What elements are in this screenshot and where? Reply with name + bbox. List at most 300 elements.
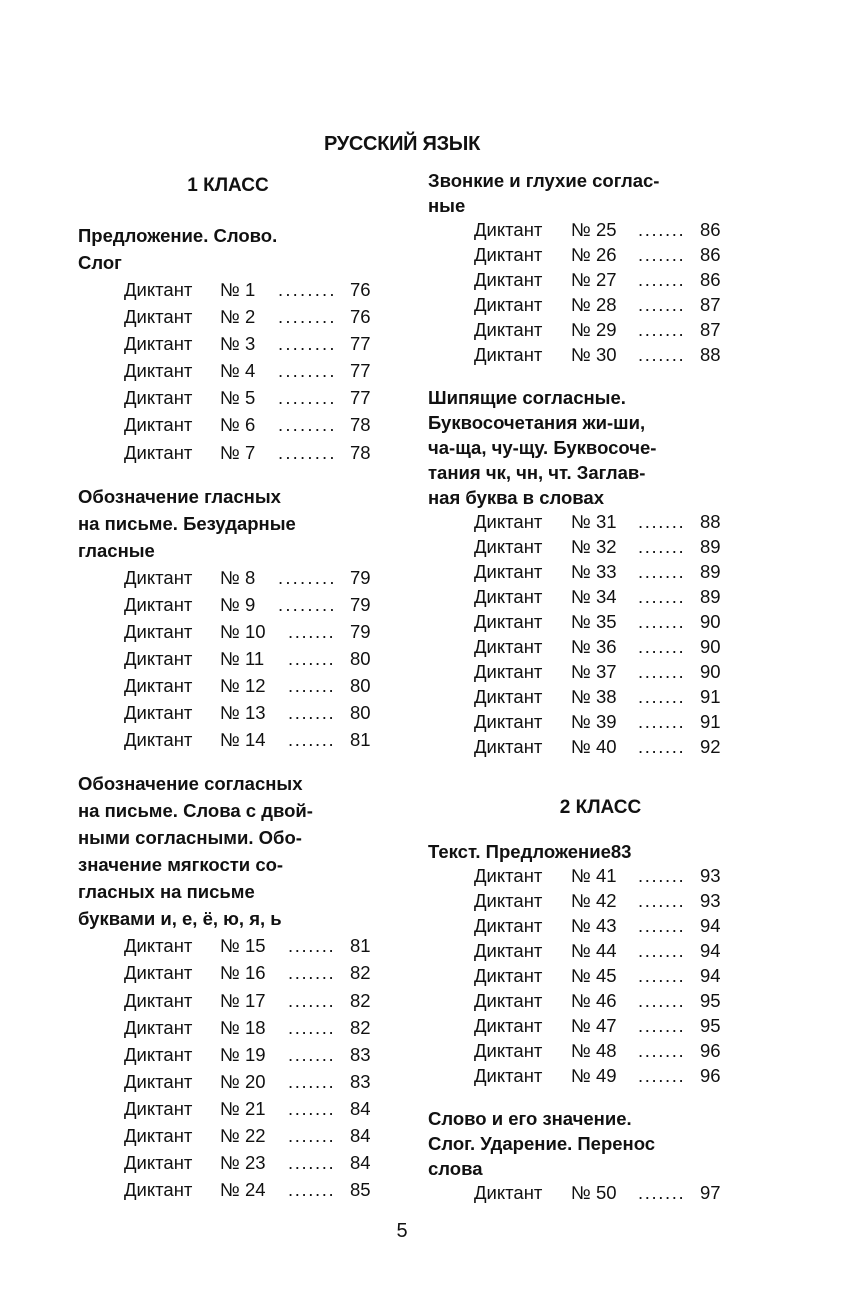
left-column [78, 172, 398, 1203]
toc-entry[interactable] [428, 585, 748, 610]
toc-entry[interactable] [78, 987, 398, 1014]
entry-number: № 16 [220, 962, 266, 984]
entry-word: Диктант [474, 294, 543, 315]
toc-entry[interactable] [78, 303, 398, 330]
entry-leader-dots: ....... [638, 244, 686, 265]
entry-leader-dots: ........ [278, 360, 337, 382]
entry-number: № 50 [571, 1182, 617, 1203]
entry-word: Диктант [124, 441, 193, 463]
entry-page: 94 [700, 965, 721, 986]
entry-leader-dots: ....... [638, 586, 686, 607]
entry-leader-dots: ....... [638, 344, 686, 365]
section-title [78, 222, 378, 276]
entry-leader-dots: ....... [638, 511, 686, 532]
page-title: РУССКИЙ ЯЗЫК [323, 133, 480, 155]
entry-page: 87 [700, 319, 721, 340]
entry-number: № 21 [220, 1097, 266, 1119]
toc-entry[interactable] [428, 560, 748, 585]
toc-entry[interactable] [428, 660, 748, 685]
entry-leader-dots: ....... [638, 736, 686, 757]
entry-word: Диктант [124, 1043, 193, 1065]
entry-number: № 12 [220, 675, 266, 697]
entry-word: Диктант [124, 1152, 193, 1174]
entry-word: Диктант [474, 269, 543, 290]
entry-number: № 42 [571, 890, 617, 911]
entry-number: № 39 [571, 711, 617, 732]
entry-number: № 27 [571, 269, 617, 290]
toc-entry[interactable] [78, 959, 398, 986]
entry-leader-dots: ....... [638, 1182, 686, 1203]
toc-entry[interactable] [78, 357, 398, 384]
entry-word: Диктант [124, 1016, 193, 1038]
entry-number: № 17 [220, 989, 266, 1011]
section-title-line: ная буква в словах [428, 487, 605, 508]
entry-number: № 19 [220, 1043, 266, 1065]
entry-page: 82 [350, 1016, 371, 1038]
toc-entry[interactable] [428, 735, 748, 760]
entry-page: 84 [350, 1124, 371, 1146]
toc-entry[interactable] [428, 1014, 748, 1039]
toc-entry[interactable] [78, 1041, 398, 1068]
entry-word: Диктант [474, 561, 543, 582]
entry-word: Диктант [474, 940, 543, 961]
toc-entry[interactable] [78, 564, 398, 591]
entry-page: 77 [350, 333, 371, 355]
entry-number: № 38 [571, 686, 617, 707]
entry-word: Диктант [124, 935, 193, 957]
entry-word: Диктант [474, 686, 543, 707]
entry-word: Диктант [124, 729, 193, 751]
entry-number: № 15 [220, 935, 266, 957]
entry-word: Диктант [474, 711, 543, 732]
entry-leader-dots: ........ [278, 593, 337, 615]
entry-page: 83 [350, 1043, 371, 1065]
entry-list [78, 932, 398, 1203]
entry-word: Диктант [474, 636, 543, 657]
entry-number: № 36 [571, 636, 617, 657]
entry-word: Диктант [124, 1070, 193, 1092]
section-title-line: тания чк, чн, чт. Заглав- [428, 462, 646, 483]
entry-word: Диктант [474, 890, 543, 911]
section-title [78, 483, 378, 564]
entry-page: 76 [350, 279, 371, 300]
section-title-line: Обозначение согласных [78, 773, 303, 795]
entry-leader-dots: ....... [288, 935, 336, 957]
entry-leader-dots: ....... [638, 269, 686, 290]
toc-entry[interactable] [428, 268, 748, 293]
entry-list [428, 864, 748, 1089]
section-title-line: Предложение. Слово. [78, 225, 278, 246]
entry-page: 93 [700, 865, 721, 886]
entry-number: № 14 [220, 729, 266, 751]
entry-number: № 49 [571, 1065, 617, 1086]
entry-leader-dots: ....... [638, 611, 686, 632]
section-title-line: слова [428, 1158, 483, 1179]
toc-entry[interactable] [428, 318, 748, 343]
entry-page: 91 [700, 711, 721, 732]
entry-leader-dots: ........ [278, 566, 337, 588]
entry-leader-dots: ....... [638, 561, 686, 582]
entry-word: Диктант [474, 1040, 543, 1061]
section-title-line: на письме. Слова с двой- [78, 800, 313, 822]
entry-page: 89 [700, 586, 721, 607]
entry-word: Диктант [124, 566, 193, 588]
entry-leader-dots: ....... [638, 1015, 686, 1036]
entry-leader-dots: ....... [288, 702, 336, 724]
entry-word: Диктант [474, 965, 543, 986]
entry-number: № 25 [571, 219, 617, 240]
toc-entry[interactable] [428, 1181, 748, 1206]
entry-leader-dots: ....... [638, 940, 686, 961]
section-title-line: Звонкие и глухие соглас- [428, 170, 660, 191]
entry-leader-dots: ........ [278, 387, 337, 409]
toc-entry[interactable] [78, 1095, 398, 1122]
section-title [428, 385, 728, 510]
toc-section [428, 168, 748, 368]
entry-leader-dots: ....... [288, 1070, 336, 1092]
entry-list [78, 276, 398, 466]
entry-page: 84 [350, 1152, 371, 1174]
entry-page: 93 [700, 890, 721, 911]
entry-number: № 31 [571, 511, 617, 532]
entry-leader-dots: ....... [288, 675, 336, 697]
entry-page: 96 [700, 1065, 721, 1086]
entry-list [78, 564, 398, 754]
toc-entry[interactable] [78, 1122, 398, 1149]
entry-leader-dots: ........ [278, 279, 337, 300]
entry-word: Диктант [474, 661, 543, 682]
entry-number: № 7 [220, 441, 256, 463]
entry-word: Диктант [124, 647, 193, 669]
entry-number: № 5 [220, 387, 256, 409]
entry-number: № 45 [571, 965, 617, 986]
entry-page: 95 [700, 990, 721, 1011]
toc-entry[interactable] [428, 989, 748, 1014]
entry-page: 85 [350, 1179, 371, 1201]
entry-word: Диктант [124, 414, 193, 436]
toc-entry[interactable] [78, 1176, 398, 1203]
section-title-line: Обозначение гласных [78, 485, 281, 507]
section-title-line: ными согласными. Обо- [78, 827, 302, 849]
entry-number: № 37 [571, 661, 617, 682]
section-title-line: Слово и его значение. [428, 1108, 632, 1129]
entry-number: № 30 [571, 344, 617, 365]
entry-number: № 32 [571, 536, 617, 557]
section-title-line: гласные [78, 539, 155, 561]
entry-leader-dots: ....... [638, 1065, 686, 1086]
entry-number: № 24 [220, 1179, 266, 1201]
toc-entry[interactable] [428, 293, 748, 318]
entry-leader-dots: ....... [638, 319, 686, 340]
toc-entry[interactable] [428, 535, 748, 560]
entry-word: Диктант [124, 387, 193, 409]
right-sections-grade-1 [428, 168, 748, 760]
toc-entry[interactable] [78, 330, 398, 357]
entry-number: № 28 [571, 294, 617, 315]
entry-number: № 33 [571, 561, 617, 582]
entry-page: 77 [350, 360, 371, 382]
entry-word: Диктант [474, 536, 543, 557]
entry-page: 80 [350, 702, 371, 724]
toc-entry[interactable] [78, 932, 398, 959]
entry-word: Диктант [474, 319, 543, 340]
entry-leader-dots: ....... [288, 729, 336, 751]
grade-1-heading: 1 КЛАСС [187, 175, 269, 196]
section-title-line: на письме. Безударные [78, 512, 296, 534]
entry-number: № 20 [220, 1070, 266, 1092]
entry-leader-dots: ....... [638, 1040, 686, 1061]
entry-leader-dots: ....... [288, 620, 336, 642]
toc-entry[interactable] [78, 411, 398, 438]
entry-page: 86 [700, 244, 721, 265]
entry-number: № 48 [571, 1040, 617, 1061]
entry-page: 90 [700, 661, 721, 682]
entry-page: 94 [700, 915, 721, 936]
entry-page: 89 [700, 536, 721, 557]
entry-number: № 34 [571, 586, 617, 607]
entry-word: Диктант [124, 620, 193, 642]
toc-entry[interactable] [428, 1064, 748, 1089]
entry-leader-dots: ....... [638, 711, 686, 732]
entry-page: 77 [350, 387, 371, 409]
entry-number: № 4 [220, 360, 256, 382]
entry-leader-dots: ....... [638, 865, 686, 886]
entry-number: № 22 [220, 1124, 266, 1146]
toc-entry[interactable] [78, 1068, 398, 1095]
entry-word: Диктант [474, 1015, 543, 1036]
entry-leader-dots: ....... [638, 536, 686, 557]
entry-leader-dots: ....... [288, 1016, 336, 1038]
entry-word: Диктант [124, 989, 193, 1011]
entry-page: 80 [350, 647, 371, 669]
entry-list [428, 218, 748, 368]
entry-leader-dots: ....... [638, 636, 686, 657]
entry-word: Диктант [474, 990, 543, 1011]
toc-entry[interactable] [78, 645, 398, 672]
toc-entry[interactable] [428, 218, 748, 243]
toc-entry[interactable] [428, 610, 748, 635]
entry-number: № 2 [220, 306, 256, 328]
grade-2-heading: 2 КЛАСС [559, 797, 642, 818]
entry-leader-dots: ....... [638, 915, 686, 936]
entry-leader-dots: ....... [638, 965, 686, 986]
toc-section [428, 1106, 748, 1206]
entry-number: № 13 [220, 702, 266, 724]
entry-word: Диктант [124, 1179, 193, 1201]
toc-entry[interactable] [78, 1014, 398, 1041]
toc-entry[interactable] [428, 343, 748, 368]
entry-word: Диктант [124, 962, 193, 984]
entry-number: № 47 [571, 1015, 617, 1036]
entry-page: 79 [350, 593, 371, 615]
toc-entry[interactable] [428, 889, 748, 914]
entry-word: Диктант [124, 675, 193, 697]
entry-page: 82 [350, 962, 371, 984]
section-title [428, 1106, 728, 1181]
toc-entry[interactable] [78, 384, 398, 411]
entry-page: 92 [700, 736, 721, 757]
entry-leader-dots: ....... [288, 1097, 336, 1119]
toc-entry[interactable] [78, 672, 398, 699]
toc-entry[interactable] [428, 635, 748, 660]
entry-number: № 1 [220, 279, 256, 300]
entry-list [428, 510, 748, 760]
entry-number: № 3 [220, 333, 256, 355]
entry-page: 82 [350, 989, 371, 1011]
entry-leader-dots: ........ [278, 306, 337, 328]
toc-entry[interactable] [428, 939, 748, 964]
entry-page: 90 [700, 636, 721, 657]
entry-word: Диктант [474, 915, 543, 936]
entry-word: Диктант [124, 593, 193, 615]
toc-section [78, 483, 398, 754]
toc-section [78, 222, 398, 466]
entry-word: Диктант [474, 511, 543, 532]
toc-entry[interactable] [78, 276, 398, 303]
entry-leader-dots: ....... [638, 686, 686, 707]
entry-leader-dots: ....... [288, 989, 336, 1011]
entry-page: 95 [700, 1015, 721, 1036]
section-title [78, 770, 378, 932]
toc-section [428, 839, 748, 1089]
entry-number: № 29 [571, 319, 617, 340]
entry-leader-dots: ....... [638, 990, 686, 1011]
toc-entry[interactable] [428, 914, 748, 939]
toc-entry[interactable] [428, 1039, 748, 1064]
entry-word: Диктант [474, 1065, 543, 1086]
right-column [428, 168, 748, 1206]
toc-entry[interactable] [428, 964, 748, 989]
entry-number: № 9 [220, 593, 256, 615]
entry-number: № 44 [571, 940, 617, 961]
toc-entry[interactable] [78, 591, 398, 618]
entry-page: 97 [700, 1182, 721, 1203]
section-title [428, 168, 728, 218]
entry-leader-dots: ....... [638, 219, 686, 240]
section-title-line: Шипящие согласные. [428, 387, 626, 408]
page-number: 5 [396, 1220, 408, 1242]
entry-page: 81 [350, 729, 371, 751]
entry-number: № 18 [220, 1016, 266, 1038]
section-title-line: буквами и, е, ё, ю, я, ь [78, 908, 282, 930]
right-sections-grade-2 [428, 839, 748, 1206]
entry-page: 76 [350, 306, 371, 328]
toc-entry[interactable] [428, 243, 748, 268]
section-title-line: значение мягкости со- [78, 854, 284, 876]
entry-word: Диктант [124, 279, 193, 300]
section-title-line: ные [428, 195, 466, 216]
toc-entry[interactable] [78, 726, 398, 753]
entry-leader-dots: ....... [288, 1152, 336, 1174]
toc-entry[interactable] [428, 510, 748, 535]
toc-entry[interactable] [78, 439, 398, 466]
section-title-line: Слог. Ударение. Перенос [428, 1133, 656, 1154]
entry-number: № 8 [220, 566, 256, 588]
entry-word: Диктант [474, 244, 543, 265]
entry-page: 86 [700, 219, 721, 240]
entry-page: 80 [350, 675, 371, 697]
toc-section [428, 385, 748, 760]
entry-list [428, 1181, 748, 1206]
entry-number: № 23 [220, 1152, 266, 1174]
entry-number: № 46 [571, 990, 617, 1011]
section-title-line: гласных на письме [78, 881, 255, 903]
entry-page: 78 [350, 414, 371, 436]
entry-word: Диктант [474, 219, 543, 240]
section-title-line: Текст. Предложение83 [428, 841, 632, 862]
entry-word: Диктант [124, 333, 193, 355]
toc-entry[interactable] [78, 699, 398, 726]
entry-page: 90 [700, 611, 721, 632]
entry-page: 78 [350, 441, 371, 463]
entry-leader-dots: ....... [288, 1043, 336, 1065]
entry-leader-dots: ....... [638, 294, 686, 315]
entry-number: № 35 [571, 611, 617, 632]
entry-leader-dots: ....... [288, 1179, 336, 1201]
entry-page: 84 [350, 1097, 371, 1119]
entry-page: 88 [700, 344, 721, 365]
entry-leader-dots: ....... [638, 661, 686, 682]
entry-leader-dots: ....... [288, 962, 336, 984]
entry-leader-dots: ....... [288, 1124, 336, 1146]
entry-number: № 41 [571, 865, 617, 886]
entry-word: Диктант [124, 306, 193, 328]
toc-entry[interactable] [428, 685, 748, 710]
entry-page: 88 [700, 511, 721, 532]
entry-word: Диктант [474, 1182, 543, 1203]
entry-page: 91 [700, 686, 721, 707]
entry-leader-dots: ....... [288, 647, 336, 669]
entry-page: 87 [700, 294, 721, 315]
toc-entry[interactable] [428, 864, 748, 889]
section-title-line: Слог [78, 252, 122, 273]
entry-leader-dots: ........ [278, 414, 337, 436]
section-title-line: Буквосочетания жи-ши, [428, 412, 646, 433]
entry-number: № 43 [571, 915, 617, 936]
toc-entry[interactable] [428, 710, 748, 735]
entry-page: 81 [350, 935, 371, 957]
entry-word: Диктант [474, 865, 543, 886]
entry-page: 94 [700, 940, 721, 961]
toc-section [78, 770, 398, 1203]
entry-leader-dots: ........ [278, 441, 337, 463]
entry-leader-dots: ........ [278, 333, 337, 355]
entry-number: № 40 [571, 736, 617, 757]
entry-word: Диктант [474, 344, 543, 365]
entry-word: Диктант [124, 702, 193, 724]
entry-number: № 10 [220, 620, 266, 642]
entry-word: Диктант [474, 586, 543, 607]
section-title [428, 839, 728, 864]
entry-word: Диктант [124, 1097, 193, 1119]
entry-page: 96 [700, 1040, 721, 1061]
entry-word: Диктант [474, 611, 543, 632]
entry-page: 83 [350, 1070, 371, 1092]
entry-word: Диктант [124, 1124, 193, 1146]
entry-page: 89 [700, 561, 721, 582]
entry-word: Диктант [474, 736, 543, 757]
entry-word: Диктант [124, 360, 193, 382]
toc-entry[interactable] [78, 1149, 398, 1176]
entry-leader-dots: ....... [638, 890, 686, 911]
entry-number: № 6 [220, 414, 256, 436]
entry-page: 79 [350, 566, 371, 588]
entry-number: № 11 [220, 647, 265, 669]
entry-page: 86 [700, 269, 721, 290]
entry-number: № 26 [571, 244, 617, 265]
toc-entry[interactable] [78, 618, 398, 645]
left-sections [78, 222, 398, 1203]
